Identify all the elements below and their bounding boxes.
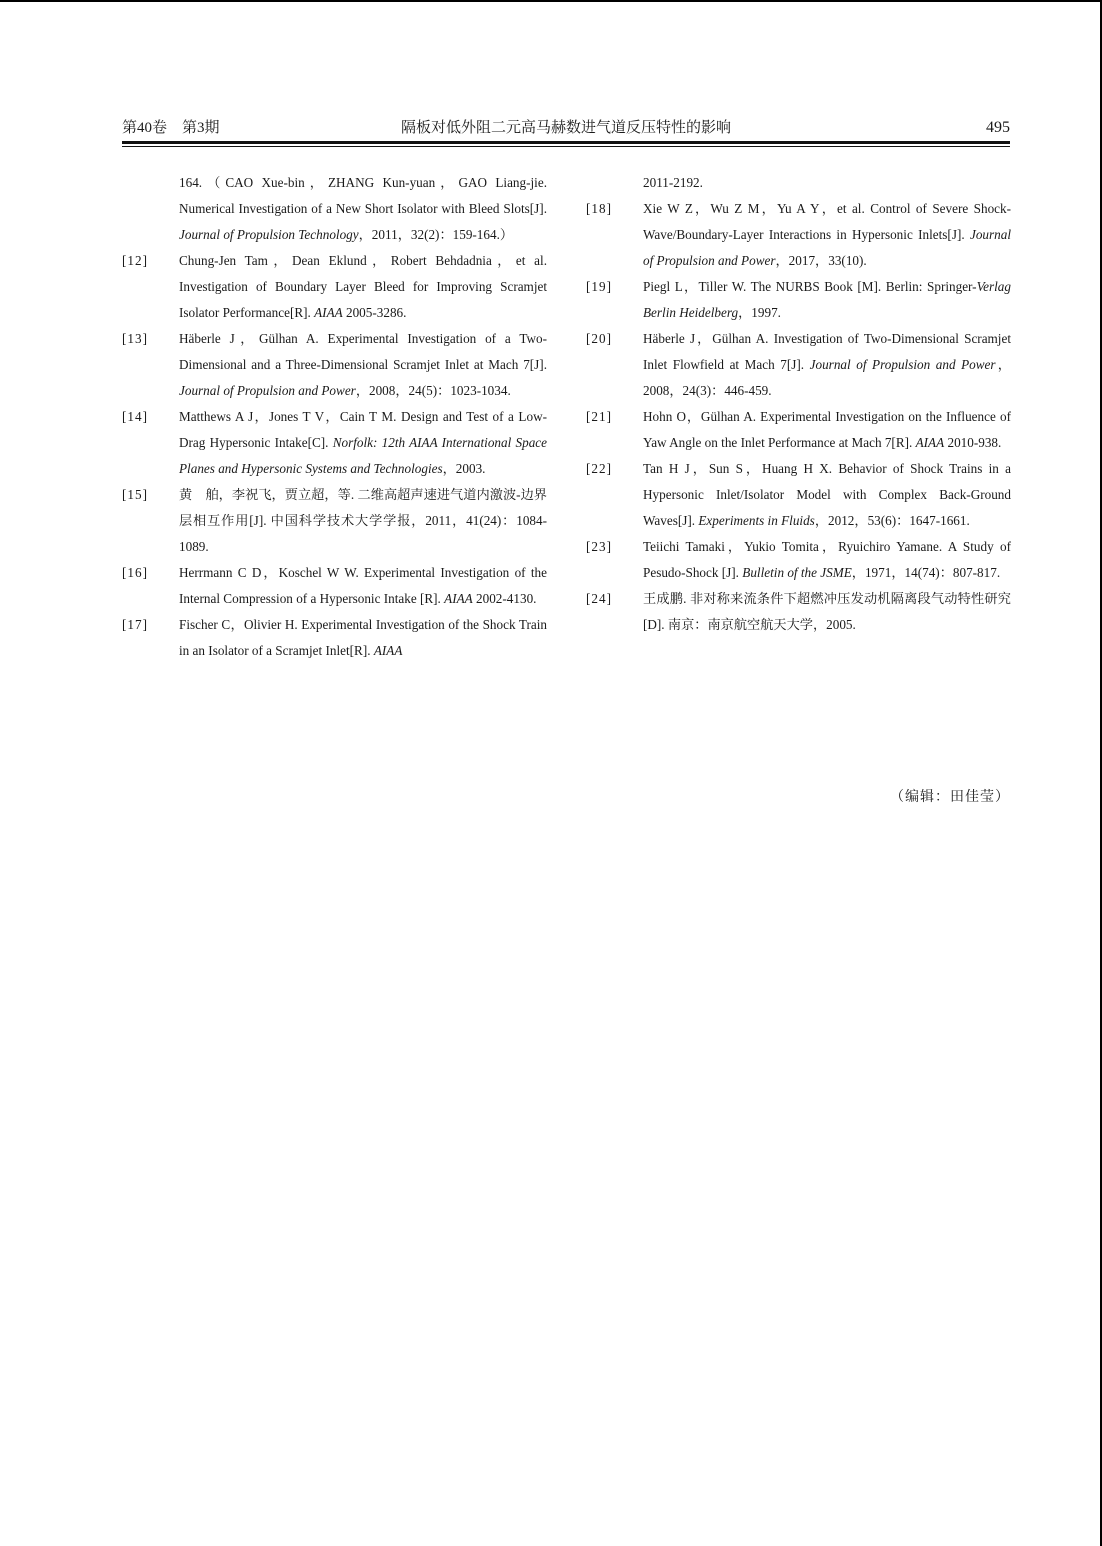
reference-source-italic: AIAA (373, 643, 403, 658)
reference-text (643, 196, 1011, 274)
reference-item (586, 326, 1011, 404)
reference-text (179, 560, 547, 612)
reference-item (122, 560, 547, 612)
reference-text (179, 170, 547, 248)
running-header (122, 117, 1010, 139)
header-rule-thick (122, 141, 1010, 144)
reference-segment: Chung-Jen Tam，Dean Eklund，Robert Behdadnia，et al. Investigation of Boundary Layer Bleed for Improving Scramjet Isolator Performance[R]. (179, 253, 547, 320)
reference-segment: Häberle J，Gülhan A. Experimental Investigation of a Two-Dimensional and a Three-Dimensional Scramjet Inlet at Mach 7[J]. (179, 331, 547, 372)
reference-segment: 2011-2192. (643, 175, 703, 190)
reference-source-italic: Norfolk: 12th AIAA International Space Planes and Hypersonic Systems and Technologies (179, 435, 547, 476)
reference-item (122, 404, 547, 482)
reference-segment: 黄 舶，李祝飞，贾立超，等. 二维高超声速进气道内激波-边界层相互作用[J]. 中国科学技术大学学报，2011，41(24)：1084-1089. (179, 487, 547, 554)
reference-text (643, 326, 1011, 404)
reference-source-italic: Experiments in Fluids (698, 513, 815, 528)
reference-source-italic: AIAA (314, 305, 343, 320)
reference-text (643, 534, 1011, 586)
reference-segment: Fischer C，Olivier H. Experimental Investigation of the Shock Train in an Isolator of a Scramjet Inlet[R]. (179, 617, 547, 658)
reference-source-italic: AIAA (444, 591, 473, 606)
reference-source-italic: Journal of Propulsion Technology (179, 227, 359, 242)
reference-number: [21] (586, 409, 612, 424)
references-left-column (122, 170, 547, 664)
reference-number: [23] (586, 539, 612, 554)
reference-item (122, 482, 547, 560)
reference-item (122, 326, 547, 404)
reference-segment: 2005-3286. (342, 305, 407, 320)
reference-item (122, 248, 547, 326)
reference-segment: ，2008，24(3)：446-459. (643, 357, 1011, 398)
reference-segment: ，2008，24(5)：1023-1034. (355, 383, 511, 398)
reference-segment: 2010-938. (944, 435, 1002, 450)
reference-source-italic: AIAA (915, 435, 945, 450)
reference-number: [22] (586, 461, 612, 476)
reference-segment: Matthews A J，Jones T V，Cain T M. Design and Test of a Low-Drag Hypersonic Intake[C]. (179, 409, 547, 450)
reference-item (586, 404, 1011, 456)
reference-segment: 164.（CAO Xue-bin，ZHANG Kun-yuan，GAO Liang-jie. Numerical Investigation of a New Short Isolator with Bleed Slots[J]. (179, 175, 547, 216)
reference-item (586, 170, 1011, 196)
reference-number: [19] (586, 279, 612, 294)
reference-text (643, 404, 1011, 456)
reference-source-italic: Journal of Propulsion and Power (643, 227, 1011, 268)
reference-number: [17] (122, 617, 148, 632)
reference-segment: 王成鹏. 非对称来流条件下超燃冲压发动机隔离段气动特性研究[D]. 南京：南京航空航天大学，2005. (643, 591, 1011, 632)
reference-segment: Häberle J，Gülhan A. Investigation of Two-Dimensional Scramjet Inlet Flowfield at Mach 7[J]. (643, 331, 1011, 372)
reference-segment: ，2011，32(2)：159-164.） (358, 227, 514, 242)
reference-number: [12] (122, 253, 148, 268)
reference-number: [24] (586, 591, 612, 606)
reference-number: [15] (122, 487, 148, 502)
reference-text (643, 456, 1011, 534)
reference-item (586, 586, 1011, 638)
reference-number: [14] (122, 409, 148, 424)
reference-source-italic: Verlag Berlin Heidelberg (643, 279, 1011, 320)
reference-source-italic: Journal of Propulsion and Power (809, 357, 996, 372)
reference-segment: ，2003. (442, 461, 486, 476)
volume-issue: 第40卷 第3期 (122, 120, 220, 136)
references-right-column (586, 170, 1011, 638)
reference-number: [20] (586, 331, 612, 346)
reference-item (586, 456, 1011, 534)
reference-segment: Hohn O，Gülhan A. Experimental Investigation on the Influence of Yaw Angle on the Inlet Performance at Mach 7[R]. (643, 409, 1011, 450)
reference-segment: Herrmann C D，Koschel W W. Experimental Investigation of the Internal Compression of a Hypersonic Intake [R]. (179, 565, 547, 606)
reference-text (179, 482, 547, 560)
reference-text (643, 274, 1011, 326)
reference-text (643, 170, 1011, 196)
reference-number: [16] (122, 565, 148, 580)
reference-item (122, 612, 547, 664)
reference-segment: ，2017，33(10). (775, 253, 867, 268)
reference-text (179, 612, 547, 664)
reference-segment: Xie W Z，Wu Z M，Yu A Y，et al. Control of Severe Shock-Wave/Boundary-Layer Interactions in Hypersonic Inlets[J]. (643, 201, 1011, 242)
header-rule-thin (122, 146, 1010, 147)
editor-credit: （编辑：田佳莹） (890, 790, 1010, 805)
page-border-top (0, 0, 1102, 2)
reference-segment: Piegl L，Tiller W. The NURBS Book [M]. Berlin: Springer- (643, 279, 977, 294)
reference-text (179, 404, 547, 482)
reference-number: [18] (586, 201, 612, 216)
reference-source-italic: Bulletin of the JSME (742, 565, 852, 580)
reference-segment: ，1997. (738, 305, 781, 320)
reference-segment: Tan H J，Sun S，Huang H X. Behavior of Shock Trains in a Hypersonic Inlet/Isolator Model with Complex Back-Ground Waves[J]. (643, 461, 1011, 528)
reference-number: [13] (122, 331, 148, 346)
reference-source-italic: Journal of Propulsion and Power (179, 383, 356, 398)
article-title: 隔板对低外阻二元高马赫数进气道反压特性的影响 (400, 120, 731, 136)
reference-segment: ，1971，14(74)：807-817. (851, 565, 1001, 580)
reference-text (643, 586, 1011, 638)
reference-text (179, 326, 547, 404)
page-number: 495 (986, 119, 1010, 136)
reference-item (586, 196, 1011, 274)
reference-segment: 2002-4130. (472, 591, 537, 606)
reference-text (179, 248, 547, 326)
reference-segment: ，2012，53(6)：1647-1661. (814, 513, 970, 528)
reference-item (586, 534, 1011, 586)
reference-segment: Teiichi Tamaki，Yukio Tomita，Ryuichiro Yamane. A Study of Pesudo-Shock [J]. (643, 539, 1011, 580)
reference-item (586, 274, 1011, 326)
reference-item (122, 170, 547, 248)
